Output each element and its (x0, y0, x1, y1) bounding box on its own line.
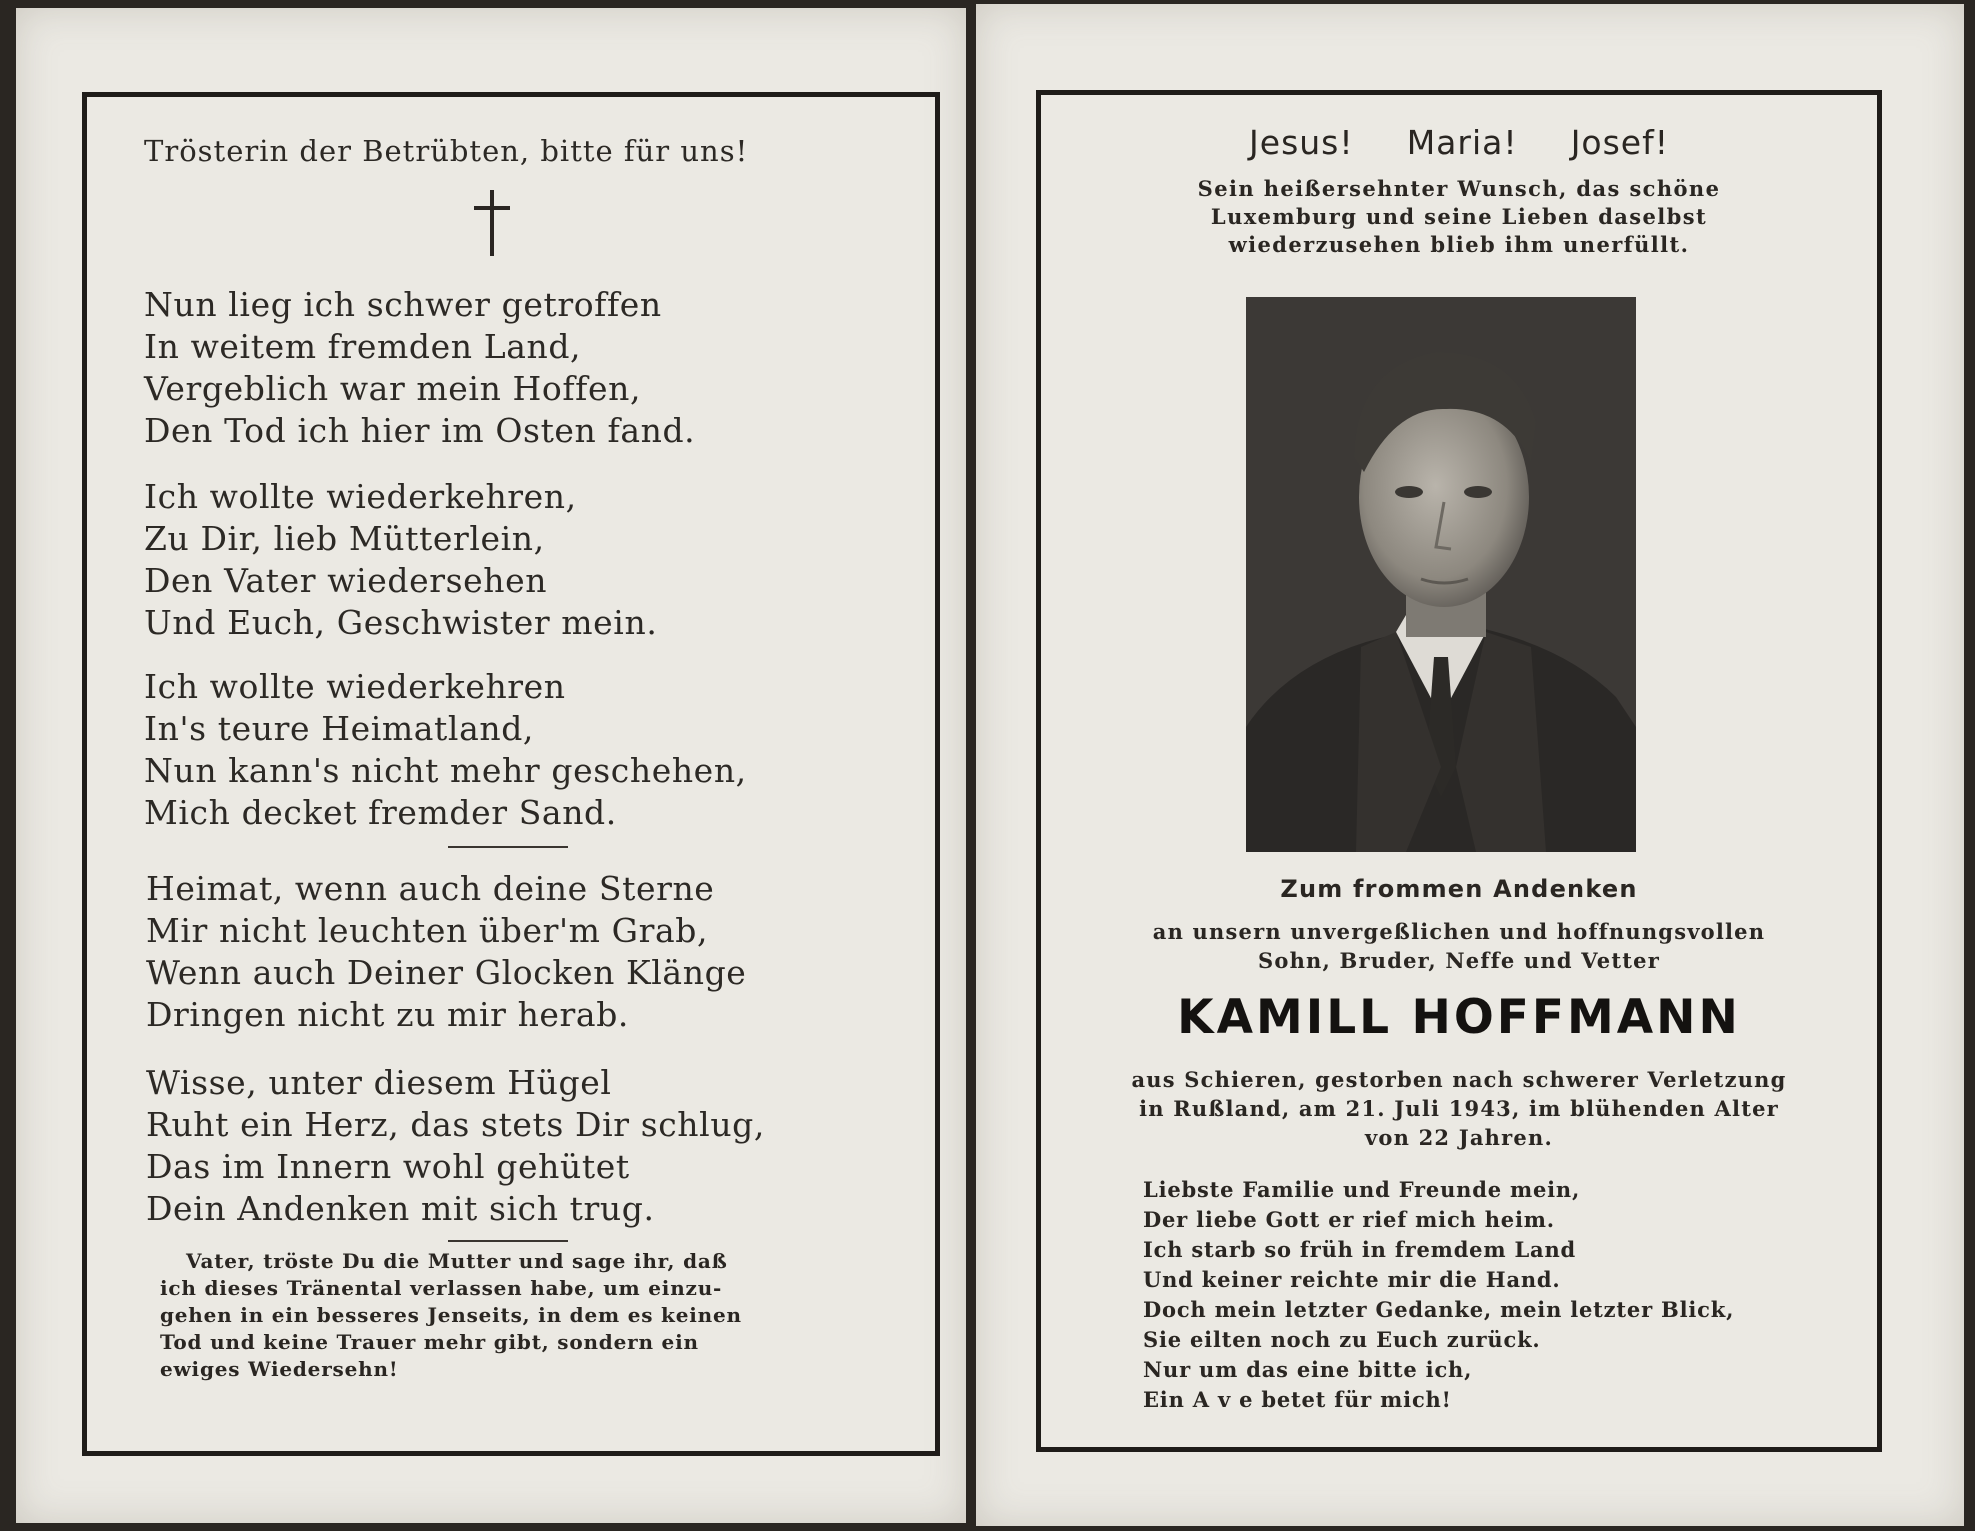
invocations (1041, 123, 1877, 162)
prose-line: ich dieses Tränental verlassen habe, um einzu- (160, 1276, 723, 1300)
invocation-josef: Josef! (1570, 123, 1669, 162)
prose-line: Vater, tröste Du die Mutter und sage ihr, daß (186, 1249, 728, 1273)
death-line: in Rußland, am 21. Juli 1943, im blühenden Alter (1139, 1096, 1779, 1121)
poem-line: Ich wollte wiederkehren, (144, 477, 577, 516)
divider (448, 846, 568, 848)
poem-line: Mir nicht leuchten über'm Grab, (146, 911, 709, 950)
poem-line: Dein Andenken mit sich trug. (146, 1189, 655, 1228)
poem-line: Und Euch, Geschwister mein. (144, 603, 658, 642)
poem-line: Nun kann's nicht mehr geschehen, (144, 751, 747, 790)
farewell-line: Ich starb so früh in fremdem Land (1143, 1237, 1576, 1262)
poem-line: Ich wollte wiederkehren (144, 667, 566, 706)
wish-line: Sein heißersehnter Wunsch, das schöne (1197, 176, 1721, 201)
portrait-photo (1246, 297, 1636, 852)
poem-line: Ruht ein Herz, das stets Dir schlug, (146, 1105, 765, 1144)
poem-line: Mich decket fremder Sand. (144, 793, 617, 832)
invocation-maria: Maria! (1406, 123, 1518, 162)
cross-icon (474, 190, 510, 256)
poem-line: Nun lieg ich schwer getroffen (144, 285, 662, 324)
poem-line: Wisse, unter diesem Hügel (146, 1063, 612, 1102)
poem-stanza-4 (146, 868, 746, 1036)
wish-line: wiederzusehen blieb ihm unerfüllt. (1228, 232, 1690, 257)
left-page (16, 8, 966, 1523)
farewell-line: Ein A v e betet für mich! (1143, 1387, 1452, 1412)
death-details (1041, 1065, 1877, 1152)
farewell-line: Sie eilten noch zu Euch zurück. (1143, 1327, 1541, 1352)
right-page-border (1036, 90, 1882, 1452)
poem-stanza-2 (144, 476, 657, 644)
farewell-line: Und keiner reichte mir die Hand. (1143, 1267, 1561, 1292)
poem-line: Vergeblich war mein Hoffen, (144, 369, 642, 408)
death-line: von 22 Jahren. (1365, 1125, 1553, 1150)
wish-line: Luxemburg und seine Lieben daselbst (1210, 204, 1708, 229)
poem-line: Das im Innern wohl gehütet (146, 1147, 630, 1186)
memory-heading: Zum frommen Andenken (1280, 875, 1638, 903)
prose-line: Tod und keine Trauer mehr gibt, sondern ein (160, 1330, 699, 1354)
prose-line: gehen in ein besseres Jenseits, in dem es keinen (160, 1303, 742, 1327)
portrait-illustration (1246, 297, 1636, 852)
farewell-line: Nur um das eine bitte ich, (1143, 1357, 1473, 1382)
prose-line: ewiges Wiedersehn! (160, 1357, 399, 1381)
poem-line: In weitem fremden Land, (144, 327, 582, 366)
invocation-jesus: Jesus! (1249, 123, 1354, 162)
dedication-text (1041, 917, 1877, 975)
poem-line: Heimat, wenn auch deine Sterne (146, 869, 715, 908)
poem-stanza-1 (144, 284, 695, 452)
dedication-line: an unsern unvergeßlichen und hoffnungsvollen (1152, 919, 1766, 944)
deceased-name: KAMILL HOFFMANN (1177, 990, 1741, 1045)
right-page (976, 4, 1964, 1526)
poem-line: Den Vater wiedersehen (144, 561, 548, 600)
dedication-line: Sohn, Bruder, Neffe und Vetter (1258, 948, 1660, 973)
poem-stanza-3 (144, 666, 747, 834)
wish-text (1041, 175, 1877, 259)
farewell-line: Doch mein letzter Gedanke, mein letzter Blick, (1143, 1297, 1735, 1322)
closing-prose (160, 1248, 742, 1383)
prayer-header: Trösterin der Betrübten, bitte für uns! (144, 134, 749, 168)
farewell-line: Liebste Familie und Freunde mein, (1143, 1177, 1581, 1202)
death-line: aus Schieren, gestorben nach schwerer Verletzung (1131, 1067, 1787, 1092)
divider (448, 1240, 568, 1242)
poem-stanza-5 (146, 1062, 765, 1230)
poem-line: Zu Dir, lieb Mütterlein, (144, 519, 545, 558)
poem-line: Wenn auch Deiner Glocken Klänge (146, 953, 747, 992)
farewell-line: Der liebe Gott er rief mich heim. (1143, 1207, 1555, 1232)
poem-line: In's teure Heimatland, (144, 709, 535, 748)
poem-line: Den Tod ich hier im Osten fand. (144, 411, 696, 450)
poem-line: Dringen nicht zu mir herab. (146, 995, 630, 1034)
farewell-poem (1143, 1175, 1734, 1415)
